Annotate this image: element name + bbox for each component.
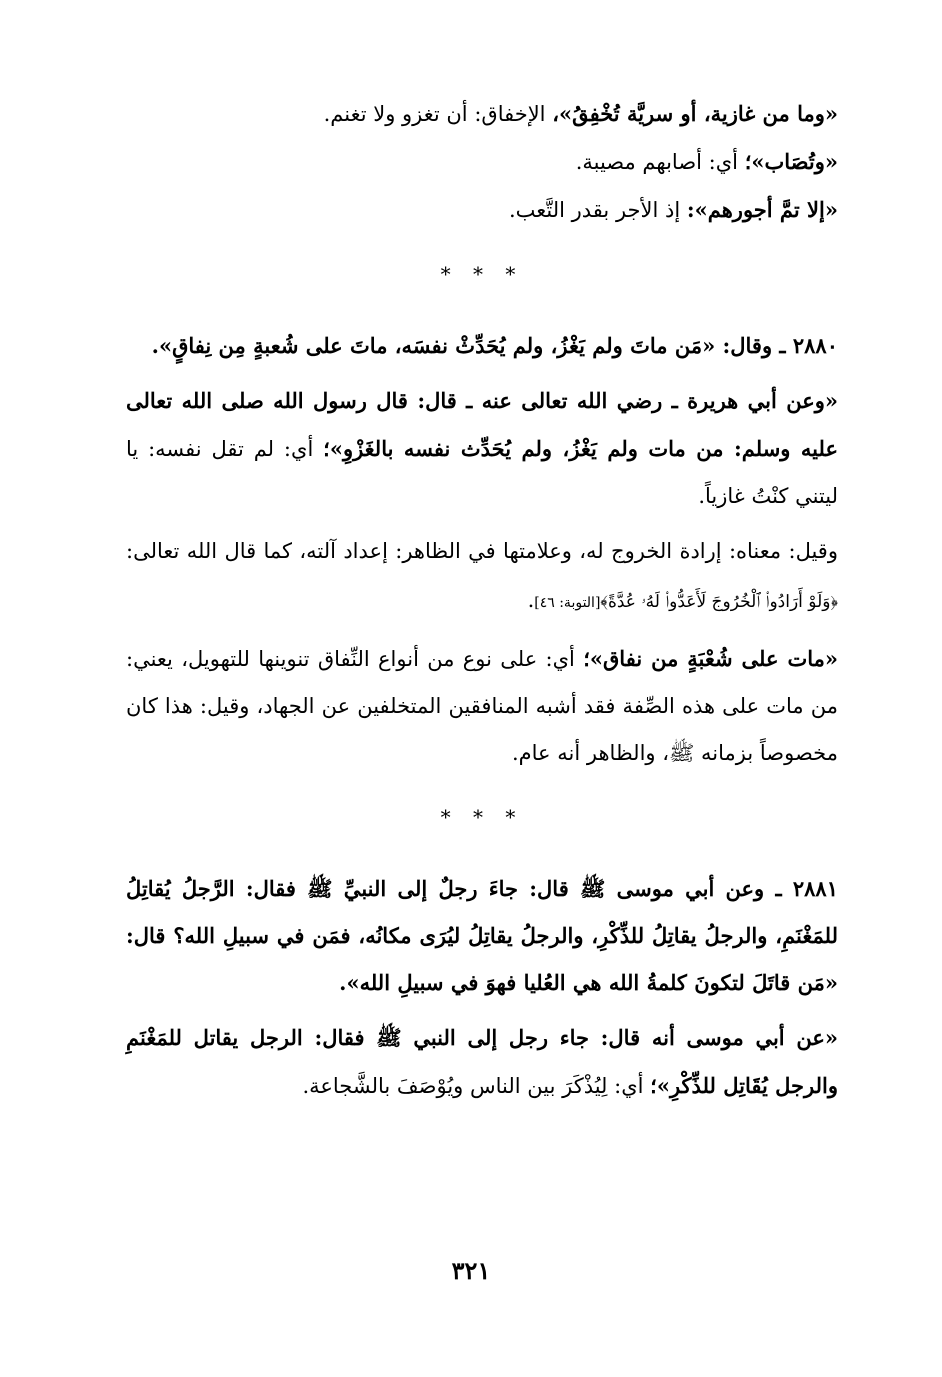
intro-line-1-bold: «وما من غازية، أو سريَّة تُخْفِقُ»، bbox=[552, 101, 838, 126]
intro-line-2-text: أي: أصابهم مصيبة. bbox=[575, 150, 745, 174]
qila-text: وقيل: معناه: إرادة الخروج له، وعلامتها في الظاهر: إعداد آلته، كما قال الله تعالى: bbox=[126, 539, 838, 563]
commentary-2880-quote: «وعن أبي هريرة ـ رضي الله تعالى عنه ـ قال: قال رسول الله صلى الله تعالى عليه وسلم: من مات ولم يَغْزُ، ولم يُحَدِّث نفسه بالغَزْوِ»؛ bbox=[126, 388, 838, 461]
page-number: ٣٢١ bbox=[451, 1256, 491, 1285]
shuba-text: أي: على نوع من أنواع النِّفاق تنوينها للتهويل، يعني: من مات على هذه الصِّفة فقد أشبه المنافقين المتخلفين عن الجهاد، وقيل: هذا كان مخصوصاً بزمانه ﷺ، والظاهر أنه عام. bbox=[126, 647, 838, 765]
commentary-2880 bbox=[126, 377, 838, 520]
intro-line-3 bbox=[126, 186, 838, 234]
qila-end: . bbox=[527, 588, 535, 612]
hadith-2881: ٢٨٨١ ـ وعن أبي موسى ﷺ قال: جاءَ رجلٌ إلى النبيِّ ﷺ فقال: الرَّجلُ يُقاتِلُ للمَغْنَمِ، والرجلُ يقاتِلُ للذِّكْرِ، والرجلُ يقاتِلُ ليُرَى مكانُه، فمَن في سبيلِ الله؟ قال: «مَن قاتَلَ لتكونَ كلمةُ الله هي العُليا فهوَ في سبيلِ الله». bbox=[126, 876, 838, 995]
intro-line-2 bbox=[126, 138, 838, 186]
section-separator-2: * * * bbox=[440, 805, 524, 829]
intro-line-1-text: الإخفاق: أن تغزو ولا تغنم. bbox=[323, 102, 553, 126]
hadith-2880: ٢٨٨٠ ـ وقال: «مَن ماتَ ولم يَغْزُ، ولم يُحَدِّثْ نفسَه، ماتَ على شُعبةٍ مِن نِفاقٍ». bbox=[151, 333, 838, 358]
intro-line-2-bold: «وتُصَاب»؛ bbox=[744, 149, 838, 174]
intro-line-3-bold: «إلا تمَّ أجورهم»: bbox=[686, 197, 838, 222]
commentary-2881 bbox=[126, 1014, 838, 1110]
section-separator-1: * * * bbox=[440, 262, 524, 286]
intro-line-1 bbox=[126, 90, 838, 138]
qila-paragraph bbox=[126, 528, 838, 627]
page-body bbox=[126, 90, 838, 1110]
shuba-quote: «مات على شُعْبَةٍ من نفاق»؛ bbox=[583, 646, 838, 671]
commentary-2880-text: أي: لم تقل نفسه: يا ليتني كنْتُ غازياً. bbox=[126, 437, 838, 508]
intro-line-3-text: إذ الأجر بقدر التَّعب. bbox=[508, 198, 687, 222]
quran-citation: [التوبة: ٤٦] bbox=[534, 595, 601, 611]
commentary-2881-text: أي: لِيُذْكَرَ بين الناس ويُوْصَفَ بالشَّجاعة. bbox=[302, 1074, 651, 1098]
commentary-2881-quote: «عن أبي موسى أنه قال: جاء رجل إلى النبي ﷺ فقال: الرجل يقاتل للمَغْنَمِ والرجل يُقَاتِل للذِّكْرِ»؛ bbox=[126, 1025, 838, 1098]
shuba-paragraph bbox=[126, 635, 838, 777]
quran-verse: ﴿وَلَوْ أَرَادُوا۟ ٱلْخُرُوجَ لَأَعَدُّوا۟ لَهُۥ عُدَّةً﴾ bbox=[600, 592, 838, 612]
